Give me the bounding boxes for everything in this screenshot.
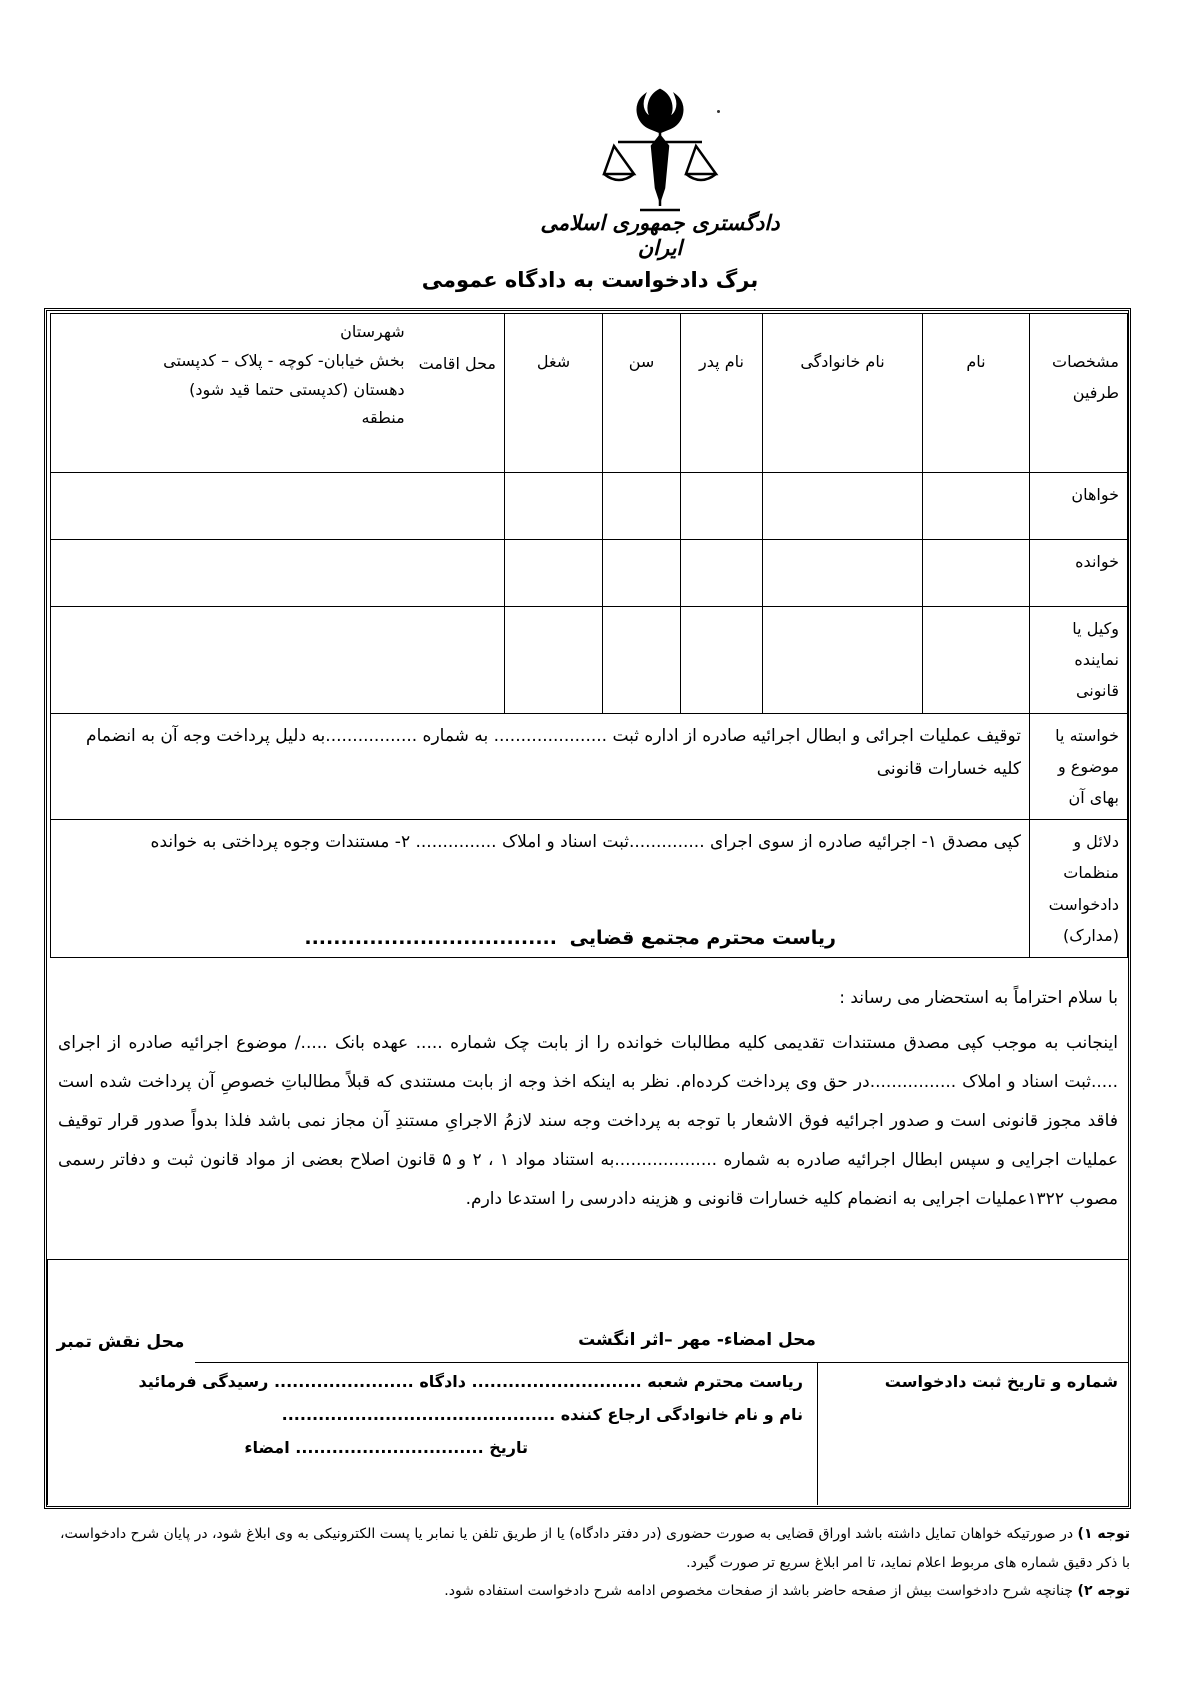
- speck: [717, 110, 720, 113]
- attorney-father-cell[interactable]: [681, 607, 763, 714]
- evidence-label: دلائل و منظمات دادخواست (مدارک): [1030, 820, 1128, 958]
- note-2-label: توجه ۲): [1077, 1583, 1130, 1600]
- defendant-address-cell[interactable]: [51, 540, 505, 607]
- table-row: [51, 607, 1128, 714]
- attorney-family-cell[interactable]: [763, 607, 923, 714]
- table-row: [51, 473, 1128, 540]
- row-label-attorney: وکیل یا نماینده قانونی: [1030, 607, 1128, 714]
- row-label-defendant: خوانده: [1030, 540, 1128, 607]
- header-family: نام خانوادگی: [763, 314, 923, 473]
- greeting: با سلام احتراماً به استحضار می رساند :: [839, 988, 1118, 1008]
- referral-line-3[interactable]: تاریخ ............................... امضاء: [244, 1438, 528, 1457]
- request-text[interactable]: توقیف عملیات اجرائی و ابطال اجرائیه صادره از اداره ثبت ..................... به شماره .................به دلیل پرداخت وجه آن به انضمام کلیه خسارات قانونی: [51, 713, 1030, 820]
- sign-label: محل امضاء- مهر –اثر انگشت: [578, 1330, 816, 1350]
- header-spec: مشخصات طرفین: [1030, 314, 1128, 473]
- form-frame: [44, 308, 1131, 1509]
- row-label-plaintiff: خواهان: [1030, 473, 1128, 540]
- address-line-3: دهستان (کدپستی حتما قید شود): [189, 379, 405, 399]
- notes: [60, 1520, 1130, 1606]
- header-age: سن: [603, 314, 681, 473]
- signature-section: [47, 1259, 1128, 1506]
- header-name: نام: [923, 314, 1030, 473]
- logo-text: دادگستری جمهوری اسلامی ایران: [540, 210, 780, 260]
- plaintiff-name-cell[interactable]: [923, 473, 1030, 540]
- note-2: [60, 1577, 1130, 1606]
- header-address: [51, 314, 505, 473]
- note-1-text: در صورتیکه خواهان تمایل داشته باشد اوراق قضایی به صورت حضوری (در دفتر دادگاه) یا از طریق تلفن یا نمابر یا پست الکترونیکی به وی ابلاغ شود، در پایان شرح دادخواست، با ذکر دقیق شماره های مربوط اعلام نماید، تا امر ابلاغ سریع تر صورت گیرد.: [60, 1526, 1130, 1571]
- divider: [195, 1362, 1128, 1363]
- attorney-age-cell[interactable]: [603, 607, 681, 714]
- emblem-icon: [600, 88, 720, 223]
- salutation-dots: ...................................: [304, 927, 557, 949]
- table-row: [51, 713, 1128, 820]
- referral-line-2[interactable]: نام و نام خانوادگی ارجاع کننده .............................................: [281, 1405, 803, 1424]
- evidence-text[interactable]: کپی مصدق ۱- اجرائیه صادره از سوی اجرای ..............ثبت اسناد و املاک ............... ۲- مستندات وجوه پرداختی به خوانده: [51, 820, 1030, 958]
- defendant-age-cell[interactable]: [603, 540, 681, 607]
- note-1-label: توجه ۱): [1077, 1526, 1130, 1542]
- header-address-label: محل اقامت: [418, 354, 496, 373]
- address-line-1: شهرستان: [340, 322, 405, 341]
- defendant-job-cell[interactable]: [505, 540, 603, 607]
- attorney-job-cell[interactable]: [505, 607, 603, 714]
- letter-body[interactable]: اینجانب به موجب کپی مصدق مستندات تقدیمی کلیه مطالبات خوانده را از بابت چک شماره ..... عهده بانک ...../ موضوع اجرائیه صادره از اجرای .....ثبت اسناد و املاک ................در حق وی پرداخت کرده‌ام. نظر به اینکه اخذ وجه از بابت مستندی که قبلاً مطالباتِ خصوصِ آن پرداخت شده است فاقد مجوز قانونی است و صدور اجرائیه فوق الاشعار با توجه به پرداخت وجه سند لازمُ الاجرایِ مستندِ آن مجاز نمی باشد فلذا بدواً صدور قرار توقیف عملیات اجرایی و سپس ابطال اجرائیه صادره به شماره ...................به استناد مواد ۱ ، ۲ و ۵ قانون اصلاح بعضی از مواد قانون ثبت و دفاتر رسمی مصوب ۱۳۲۲عملیات اجرایی به انضمام کلیه خسارات قانونی و هزینه دادرسی را استدعا دارم.: [58, 1033, 1118, 1210]
- note-2-text: چنانچه شرح دادخواست بیش از صفحه حاضر باشد از صفحات مخصوص ادامه شرح دادخواست استفاده شود.: [444, 1583, 1074, 1600]
- attorney-address-cell[interactable]: [51, 607, 505, 714]
- defendant-name-cell[interactable]: [923, 540, 1030, 607]
- salutation: [304, 927, 836, 949]
- address-line-2: بخش خیابان- کوچه - پلاک – کدپستی: [163, 350, 405, 370]
- letter-section: [47, 912, 1128, 1249]
- plaintiff-address-cell[interactable]: [51, 473, 505, 540]
- referral-line-1[interactable]: ریاست محترم شعبه ............................ دادگاه ....................... رسیدگی فرمائید: [138, 1372, 803, 1391]
- plaintiff-family-cell[interactable]: [763, 473, 923, 540]
- salutation-text: ریاست محترم مجتمع قضایی: [569, 927, 836, 949]
- attorney-name-cell[interactable]: [923, 607, 1030, 714]
- plaintiff-job-cell[interactable]: [505, 473, 603, 540]
- stamp-label: محل نقش تمبر: [56, 1332, 185, 1352]
- registration-label: شماره و تاریخ ثبت دادخواست: [884, 1372, 1118, 1391]
- page-title: برگ دادخواست به دادگاه عمومی: [421, 268, 759, 292]
- defendant-family-cell[interactable]: [763, 540, 923, 607]
- plaintiff-father-cell[interactable]: [681, 473, 763, 540]
- header-father: نام پدر: [681, 314, 763, 473]
- parties-table: [50, 313, 1128, 958]
- table-row: [51, 540, 1128, 607]
- defendant-father-cell[interactable]: [681, 540, 763, 607]
- request-label: خواسته یا موضوع و بهای آن: [1030, 713, 1128, 820]
- divider: [817, 1362, 819, 1505]
- note-1: [60, 1520, 1130, 1577]
- address-line-4: منطقه: [361, 408, 405, 428]
- plaintiff-age-cell[interactable]: [603, 473, 681, 540]
- table-header-row: [51, 314, 1128, 473]
- header-job: شغل: [505, 314, 603, 473]
